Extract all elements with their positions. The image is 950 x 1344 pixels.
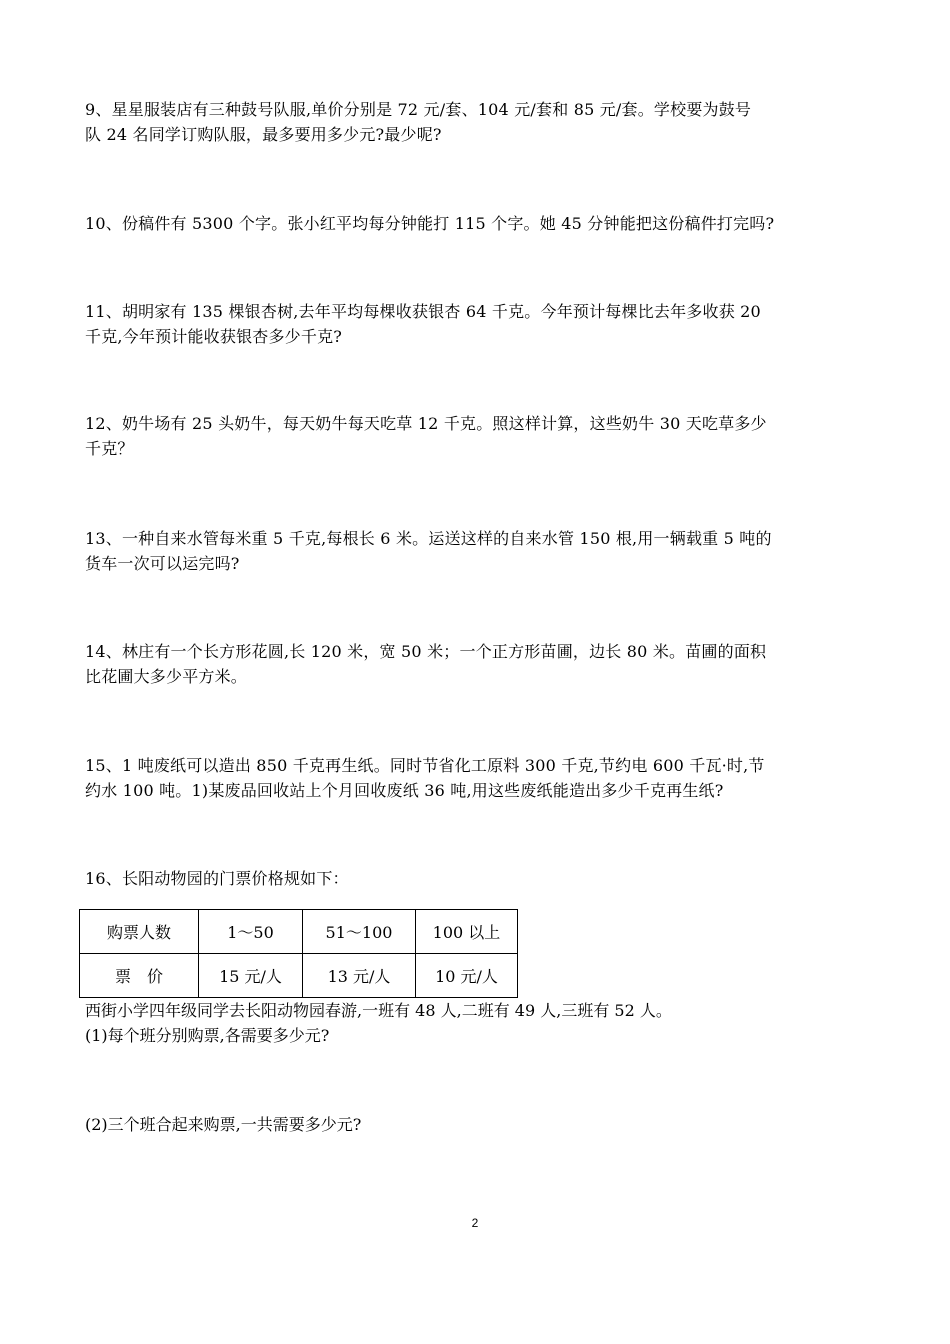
problem-16-question-2: (2)三个班合起来购票,一共需要多少元? [85, 1115, 362, 1134]
table-cell: 票 价 [80, 954, 199, 998]
table-cell: 13 元/人 [303, 954, 416, 998]
problem-10 [85, 211, 875, 236]
table-cell: 15 元/人 [199, 954, 303, 998]
problem-13 [85, 526, 875, 576]
problem-14-line-1: 14、林庄有一个长方形花圆,长 120 米，宽 50 米；一个正方形苗圃，边长 80 米。苗圃的面积 [85, 642, 767, 661]
table-cell: 100 以上 [416, 910, 518, 954]
problem-14 [85, 639, 875, 689]
problem-16-line-1: 16、长阳动物园的门票价格规如下： [85, 869, 349, 888]
table-row-price [80, 954, 518, 998]
problem-15 [85, 753, 875, 803]
problem-15-line-2: 约水 100 吨。1)某废品回收站上个月回收废纸 36 吨,用这些废纸能造出多少千克再生纸? [85, 781, 724, 800]
table-cell: 10 元/人 [416, 954, 518, 998]
problem-16 [85, 866, 875, 891]
table-cell: 1～50 [199, 910, 303, 954]
problem-13-line-1: 13、一种自来水管每米重 5 千克,每根长 6 米。运送这样的自来水管 150 根,用一辆载重 5 吨的 [85, 529, 772, 548]
page-number: 2 [471, 1216, 479, 1230]
table-cell: 51～100 [303, 910, 416, 954]
problem-11-line-1: 11、胡明家有 135 棵银杏树,去年平均每棵收获银杏 64 千克。今年预计每棵比去年多收获 20 [85, 302, 761, 321]
problem-15-line-1: 15、1 吨废纸可以造出 850 千克再生纸。同时节省化工原料 300 千克,节约电 600 千瓦·时,节 [85, 756, 765, 775]
table-cell: 购票人数 [80, 910, 199, 954]
table-row-header [80, 910, 518, 954]
ticket-price-table [79, 909, 518, 998]
problem-12-line-1: 12、奶牛场有 25 头奶牛，每天奶牛每天吃草 12 千克。照这样计算，这些奶牛 30 天吃草多少 [85, 414, 767, 433]
problem-13-line-2: 货车一次可以运完吗? [85, 554, 240, 573]
problem-16-question-1: (1)每个班分别购票,各需要多少元? [85, 1026, 330, 1045]
problem-9-line-2: 队 24 名同学订购队服，最多要用多少元?最少呢? [85, 125, 442, 144]
problem-9 [85, 97, 875, 147]
problem-12-line-2: 千克？ [85, 439, 134, 458]
problem-10-line-1: 10、份稿件有 5300 个字。张小红平均每分钟能打 115 个字。她 45 分钟能把这份稿件打完吗? [85, 214, 775, 233]
problem-16-context: 西街小学四年级同学去长阳动物园春游,一班有 48 人,二班有 49 人,三班有 52 人。 [85, 1001, 672, 1020]
problem-9-line-1: 9、星星服装店有三种鼓号队服,单价分别是 72 元/套、104 元/套和 85 元/套。学校要为鼓号 [85, 100, 752, 119]
problem-11-line-2: 千克,今年预计能收获银杏多少千克? [85, 327, 343, 346]
problem-11 [85, 299, 875, 349]
problem-12 [85, 411, 875, 461]
problem-16-followup [85, 998, 672, 1048]
problem-14-line-2: 比花圃大多少平方米。 [85, 667, 248, 686]
